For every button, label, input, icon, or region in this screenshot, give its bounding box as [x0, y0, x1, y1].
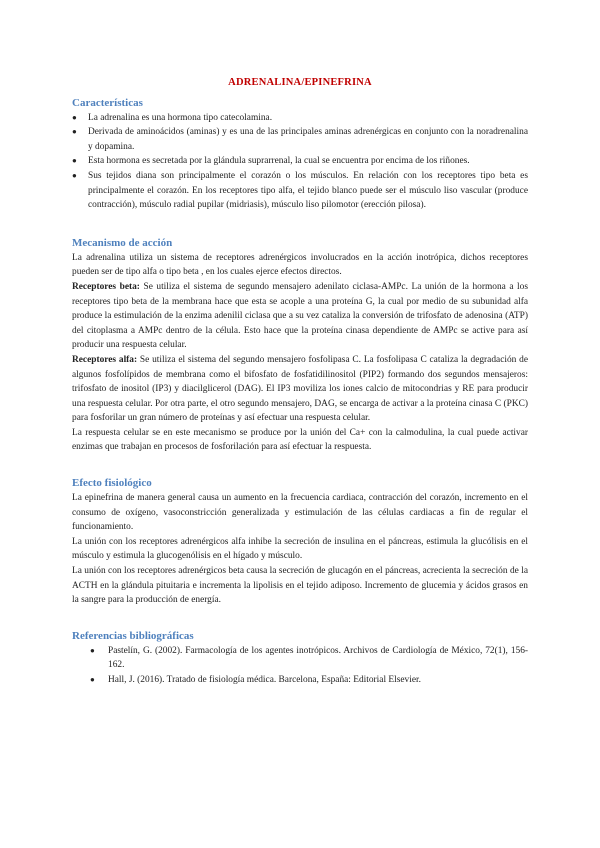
referencias-list	[72, 644, 528, 688]
heading-mecanismo: Mecanismo de acción	[72, 236, 173, 249]
list-item: ● Pastelín, G. (2002). Farmacología de los agentes inotrópicos. Archivos de Cardiología de México, 72(1), 156-162.	[90, 645, 528, 671]
mecanismo-closing: La respuesta celular se en este mecanismo se produce por la unión del Ca+ con la calmodulina, la cual puede activar enzimas que trabajan en procesos de fosforilación para así efectuar la respuesta.	[72, 427, 528, 453]
mecanismo-intro: La adrenalina utiliza un sistema de receptores adrenérgicos involucrados en la acción inotrópica, dichos receptores pueden ser de tipo alfa o tipo beta , en los cuales ejerce efectos directos.	[72, 252, 528, 278]
mecanismo-beta-paragraph: Receptores beta: Se utiliza el sistema de segundo mensajero adenilato ciclasa-AMPc. La unión de la hormona a los receptores tipo beta de la membrana hace que esta se acople a una proteína G, la cual por medio de su subunidad alfa produce la estimulación de la enzima adenilil ciclasa que a su vez cataliza la conversión de trifosfato de adenosina (ATP) del citoplasma a AMPc dentro de la célula. Esto hace que la proteína cinasa dependiente de AMPc se active para así producir una respuesta celular.	[72, 281, 529, 351]
bullet-icon: ●	[72, 156, 77, 166]
bullet-icon: ●	[72, 112, 77, 122]
document-title: ADRENALINA/EPINEFRINA	[228, 77, 372, 88]
heading-referencias: Referencias bibliográficas	[72, 629, 194, 642]
heading-caracteristicas: Características	[72, 96, 143, 109]
bullet-icon: ●	[90, 675, 95, 684]
heading-efecto: Efecto fisiológico	[72, 477, 152, 490]
mecanismo-alfa-paragraph: Receptores alfa: Se utiliza el sistema del segundo mensajero fosfolipasa C. La fosfolipasa C cataliza la degradación de algunos fosfolípidos de membrana como el bifosfato de fosfatidilinositol (PIP2) formando dos segundos mensajeros: trifosfato de inositol (IP3) y diacilglicerol (DAG). El IP3 moviliza los iones calcio de mitocondrias y RE para producir una respuesta celular. Por otra parte, el otro segundo mensajero, DAG, se encarga de activar a la proteína cinasa C (PKC) para fosforilar un gran número de proteínas y así efectuar una respuesta celular.	[72, 354, 528, 424]
list-item: ● Sus tejidos diana son principalmente el corazón o los músculos. En relación con los receptores tipo beta es principalmente el corazón. En los receptores tipo alfa, el tejido blanco puede ser el músculo liso vascular (produce contracción), músculo radial pupilar (midriasis), músculo liso pilomotor (erección pilosa).	[72, 170, 528, 211]
efecto-paragraph: La unión con los receptores adrenérgicos alfa inhibe la secreción de insulina en el páncreas, estimula la glucólisis en el músculo y estimula la glucogenólisis en el hígado y músculo.	[72, 536, 528, 562]
efecto-paragraph: La epinefrina de manera general causa un aumento en la frecuencia cardiaca, contracción del corazón, incremento en el consumo de oxígeno, vasoconstricción generalizada y estimulación de las células cardiacas a fin de regular el funcionamiento.	[72, 493, 528, 533]
list-item: ● Derivada de aminoácidos (aminas) y es una de las principales aminas adrenérgicas en conjunto con la noradrenalina y dopamina.	[72, 127, 528, 152]
alfa-term: Receptores alfa:	[72, 354, 138, 365]
list-item: ● Hall, J. (2016). Tratado de fisiología médica. Barcelona, España: Editorial Elsevier.	[72, 673, 528, 688]
bullet-icon: ●	[72, 127, 77, 137]
efecto-paragraph: La unión con los receptores adrenérgicos beta causa la secreción de glucagón en el páncreas, acrecienta la secreción de la ACTH en la glándula pituitaria e incrementa la lipolisis en el tejido adiposo. Incremento de glucemia y ácidos grasos en la sangre para la producción de energía.	[72, 566, 528, 606]
list-item: ● Esta hormona es secretada por la glándula suprarrenal, la cual se encuentra por encima de los riñones.	[72, 154, 528, 169]
bullet-icon: ●	[72, 170, 77, 180]
document-page	[72, 76, 528, 688]
list-item: ● La adrenalina es una hormona tipo catecolamina.	[72, 111, 528, 126]
bullet-icon: ●	[90, 645, 95, 655]
beta-term: Receptores beta:	[72, 281, 140, 292]
caracteristicas-list	[72, 111, 528, 213]
